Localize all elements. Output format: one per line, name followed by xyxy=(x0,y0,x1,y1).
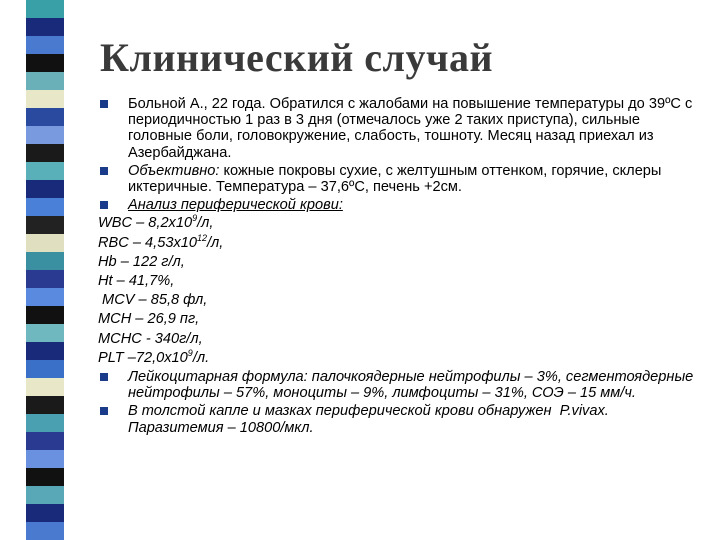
decorative-stripe xyxy=(26,306,64,324)
decorative-stripe xyxy=(26,342,64,360)
lab-plt-text: PLT –72,0х10 xyxy=(98,349,188,366)
decorative-stripe xyxy=(26,72,64,90)
bullet-objective xyxy=(98,163,698,195)
lab-ht: Ht – 41,7%, xyxy=(98,273,175,290)
lab-wbc-unit: /л, xyxy=(197,215,214,232)
blood-analysis-heading: Анализ периферической крови: xyxy=(128,197,343,214)
lab-rbc-text: RBC – 4,53х10 xyxy=(98,234,197,251)
lab-plt xyxy=(98,347,698,366)
decorative-stripe xyxy=(26,288,64,306)
decorative-stripe xyxy=(26,468,64,486)
bullet-marker-icon xyxy=(100,373,108,381)
decorative-stripe xyxy=(26,450,64,468)
bullet-marker-icon xyxy=(100,407,108,415)
leukocyte-formula-text: Лейкоцитарная формула: палочкоядерные нейтрофилы – 3%, сегментоядерные нейтрофилы – 57%, моноциты – 9%, лимфоциты – 31%, СОЭ – 15 мм/ч. xyxy=(128,369,694,402)
decorative-stripe xyxy=(26,198,64,216)
bullet-blood-analysis xyxy=(98,197,698,213)
decorative-stripe xyxy=(26,522,64,540)
bullet-leukocyte-formula xyxy=(98,369,698,401)
objective-lead: Объективно: xyxy=(128,162,220,179)
bullet-complaints xyxy=(98,96,698,161)
decorative-stripe xyxy=(26,504,64,522)
decorative-stripe xyxy=(26,18,64,36)
bullet-marker-icon xyxy=(100,201,108,209)
lab-plt-exponent: 9 xyxy=(187,347,193,358)
lab-mchc: MCHC - 340г/л, xyxy=(98,330,203,347)
lab-mch: MCH – 26,9 пг, xyxy=(98,311,200,328)
decorative-stripe xyxy=(26,126,64,144)
decorative-stripe xyxy=(26,432,64,450)
decorative-stripe xyxy=(26,396,64,414)
lab-wbc-exponent: 9 xyxy=(192,213,198,224)
decorative-stripe xyxy=(26,162,64,180)
decorative-stripe xyxy=(26,0,64,18)
complaints-text: Больной А., 22 года. Обратился с жалобами на повышение температуры до 39ºС с периодичностью 1 раз в 3 дня (отмечалось уже 2 таких приступа), сильные головные боли, головокружение, слабость, тошноту. Месяц назад приехал из Азербайджана. xyxy=(128,96,693,161)
decorative-stripe xyxy=(26,54,64,72)
decorative-stripe xyxy=(26,270,64,288)
bullet-parasite-finding xyxy=(98,403,698,435)
lab-mcv: MCV – 85,8 фл, xyxy=(98,292,208,309)
lab-rbc-unit: /л, xyxy=(207,234,224,251)
decorative-stripe xyxy=(26,414,64,432)
decorative-stripe xyxy=(26,180,64,198)
decorative-stripe xyxy=(26,486,64,504)
lab-plt-unit: /л. xyxy=(192,349,210,366)
lab-hb: Hb – 122 г/л, xyxy=(98,253,185,270)
decorative-stripe xyxy=(26,108,64,126)
decorative-stripe xyxy=(26,360,64,378)
lab-rbc xyxy=(98,232,698,251)
bullet-marker-icon xyxy=(100,167,108,175)
lab-wbc xyxy=(98,215,698,231)
decorative-stripe xyxy=(26,324,64,342)
decorative-stripe xyxy=(26,90,64,108)
objective-text: кожные покровы сухие, с желтушным оттенком, горячие, склеры иктеричные. Температура – 37,6ºС, печень +2см. xyxy=(128,162,662,196)
lab-wbc-text: WBC – 8,2х10 xyxy=(98,215,193,232)
slide-content xyxy=(98,96,698,438)
decorative-stripe xyxy=(26,216,64,234)
decorative-stripe xyxy=(26,144,64,162)
decorative-stripe xyxy=(26,252,64,270)
lab-rbc-exponent: 12 xyxy=(196,232,207,243)
slide-title: Клинический случай xyxy=(100,35,494,80)
bullet-marker-icon xyxy=(100,100,108,108)
decorative-stripe-bar xyxy=(26,0,64,540)
decorative-stripe xyxy=(26,36,64,54)
decorative-stripe xyxy=(26,378,64,396)
decorative-stripe xyxy=(26,234,64,252)
parasite-finding-text: В толстой капле и мазках периферической крови обнаружен P.vivax. Паразитемия – 10800/мкл. xyxy=(128,403,613,436)
